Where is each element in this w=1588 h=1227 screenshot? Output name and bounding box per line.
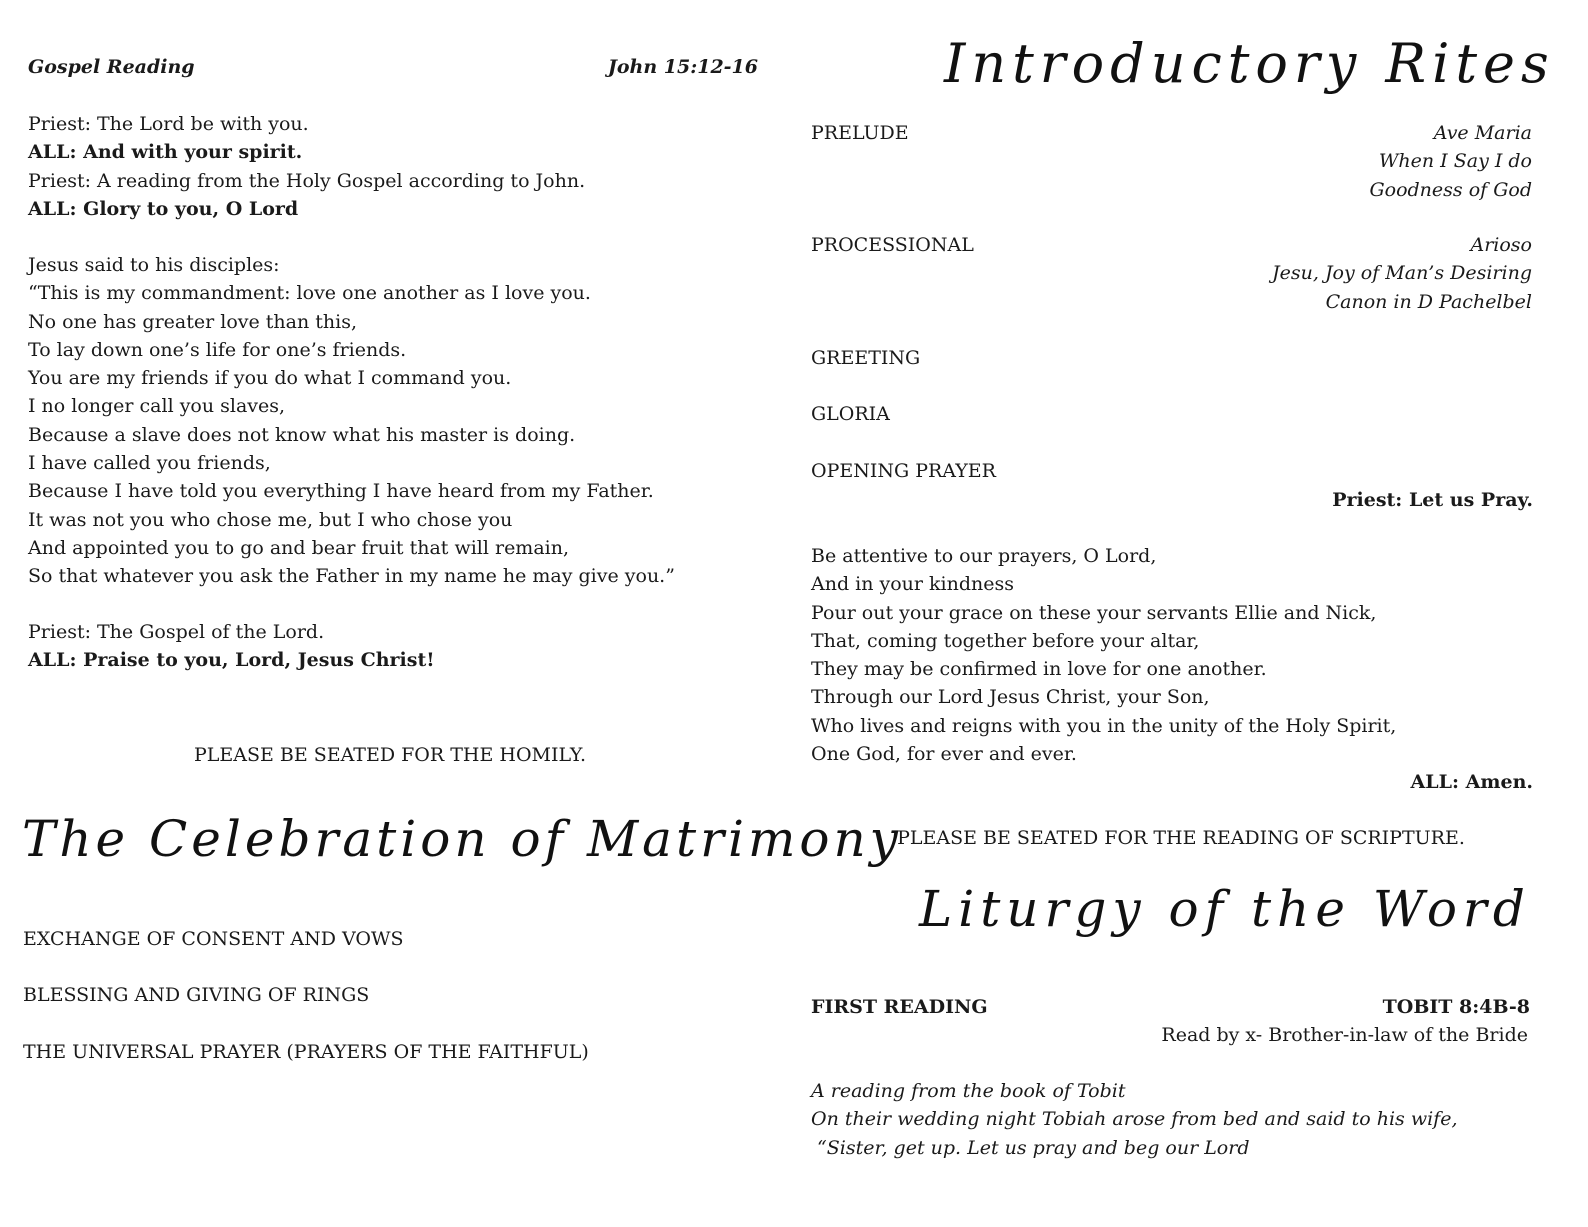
reading-line: A reading from the book of Tobit <box>811 1080 1126 1102</box>
gospel-line: Because a slave does not know what his master is doing. <box>28 423 576 446</box>
gospel-line: No one has greater love than this, <box>28 310 357 333</box>
prayer-line: They may be confirmed in love for one another. <box>811 658 1267 681</box>
music-title: When I Say I do <box>1378 150 1532 173</box>
homily-note: PLEASE BE SEATED FOR THE HOMILY. <box>193 744 587 766</box>
gospel-closing <box>28 618 435 675</box>
scripture-note: PLEASE BE SEATED FOR THE READING OF SCRIPTURE. <box>897 827 1465 849</box>
dialogue-line: Priest: A reading from the Holy Gospel according to John. <box>28 169 586 192</box>
matrimony-item-consent: EXCHANGE OF CONSENT AND VOWS <box>23 928 404 950</box>
gospel-dialogue <box>28 110 585 223</box>
first-reading-reference: TOBIT 8:4B-8 <box>1382 996 1530 1018</box>
prayer-line: That, coming together before your altar, <box>811 629 1200 652</box>
reading-line: On their wedding night Tobiah arose from bed and said to his wife, <box>811 1108 1458 1131</box>
first-reading-label: FIRST READING <box>811 996 988 1018</box>
gospel-line: Jesus said to his disciples: <box>28 254 280 276</box>
prayer-line: Be attentive to our prayers, O Lord, <box>811 545 1157 567</box>
music-title: Jesu, Joy of Man’s Desiring <box>1272 262 1532 285</box>
gospel-line: So that whatever you ask the Father in my name he may give you.” <box>28 565 675 588</box>
gospel-line: It was not you who chose me, but I who chose you <box>28 508 513 531</box>
prelude-label: PRELUDE <box>811 122 909 144</box>
gospel-title: Gospel Reading <box>28 56 195 78</box>
gospel-line: I have called you friends, <box>28 452 271 475</box>
priest-pray: Priest: Let us Pray. <box>1332 489 1533 511</box>
liturgy-heading: Liturgy of the Word <box>919 880 1531 938</box>
right-page <box>794 0 1588 1227</box>
gloria-label: GLORIA <box>811 403 890 425</box>
prayer-line: Through our Lord Jesus Christ, your Son, <box>811 686 1210 709</box>
gospel-line: You are my friends if you do what I command you. <box>28 367 512 390</box>
processional-music <box>1134 231 1532 316</box>
matrimony-heading: The Celebration of Matrimony <box>22 810 902 868</box>
processional-label: PROCESSIONAL <box>811 234 974 256</box>
opening-prayer-label: OPENING PRAYER <box>811 460 996 482</box>
prayer-line: And in your kindness <box>811 573 1015 596</box>
music-title: Arioso <box>1470 234 1532 256</box>
intro-heading: Introductory Rites <box>944 32 1555 95</box>
gospel-line: Because I have told you everything I have heard from my Father. <box>28 480 654 503</box>
dialogue-line: ALL: And with your spirit. <box>28 141 303 164</box>
matrimony-item-universal-prayer: THE UNIVERSAL PRAYER (PRAYERS OF THE FAITHFUL) <box>23 1041 589 1063</box>
prayer-line: Who lives and reigns with you in the unity of the Holy Spirit, <box>811 714 1397 737</box>
matrimony-item-rings: BLESSING AND GIVING OF RINGS <box>23 984 370 1006</box>
gospel-line: And appointed you to go and bear fruit that will remain, <box>28 536 570 559</box>
music-title: Goodness of God <box>1369 178 1532 201</box>
gospel-line: “This is my commandment: love one another as I love you. <box>28 282 591 305</box>
amen-response: ALL: Amen. <box>1410 771 1533 793</box>
closing-line: Priest: The Gospel of the Lord. <box>28 621 325 643</box>
prayer-line: Pour out your grace on these your servants Ellie and Nick, <box>811 601 1377 624</box>
closing-line: ALL: Praise to you, Lord, Jesus Christ! <box>28 649 435 672</box>
tobit-reading <box>811 1077 1457 1162</box>
opening-prayer-text <box>811 542 1396 768</box>
reader-credit: Read by x- Brother-in-law of the Bride <box>1161 1024 1528 1046</box>
gospel-line: To lay down one’s life for one’s friends. <box>28 338 407 361</box>
gospel-reference: John 15:12-16 <box>607 56 758 78</box>
gospel-text <box>28 251 675 591</box>
gospel-line: I no longer call you slaves, <box>28 395 286 418</box>
music-title: Ave Maria <box>1433 122 1532 144</box>
prelude-music <box>1134 119 1532 204</box>
dialogue-line: ALL: Glory to you, O Lord <box>28 197 299 220</box>
reading-line: “Sister, get up. Let us pray and beg our Lord <box>811 1136 1250 1159</box>
music-title: Canon in D Pachelbel <box>1325 290 1532 313</box>
greeting-label: GREETING <box>811 347 921 369</box>
dialogue-line: Priest: The Lord be with you. <box>28 113 309 135</box>
prayer-line: One God, for ever and ever. <box>811 743 1077 766</box>
